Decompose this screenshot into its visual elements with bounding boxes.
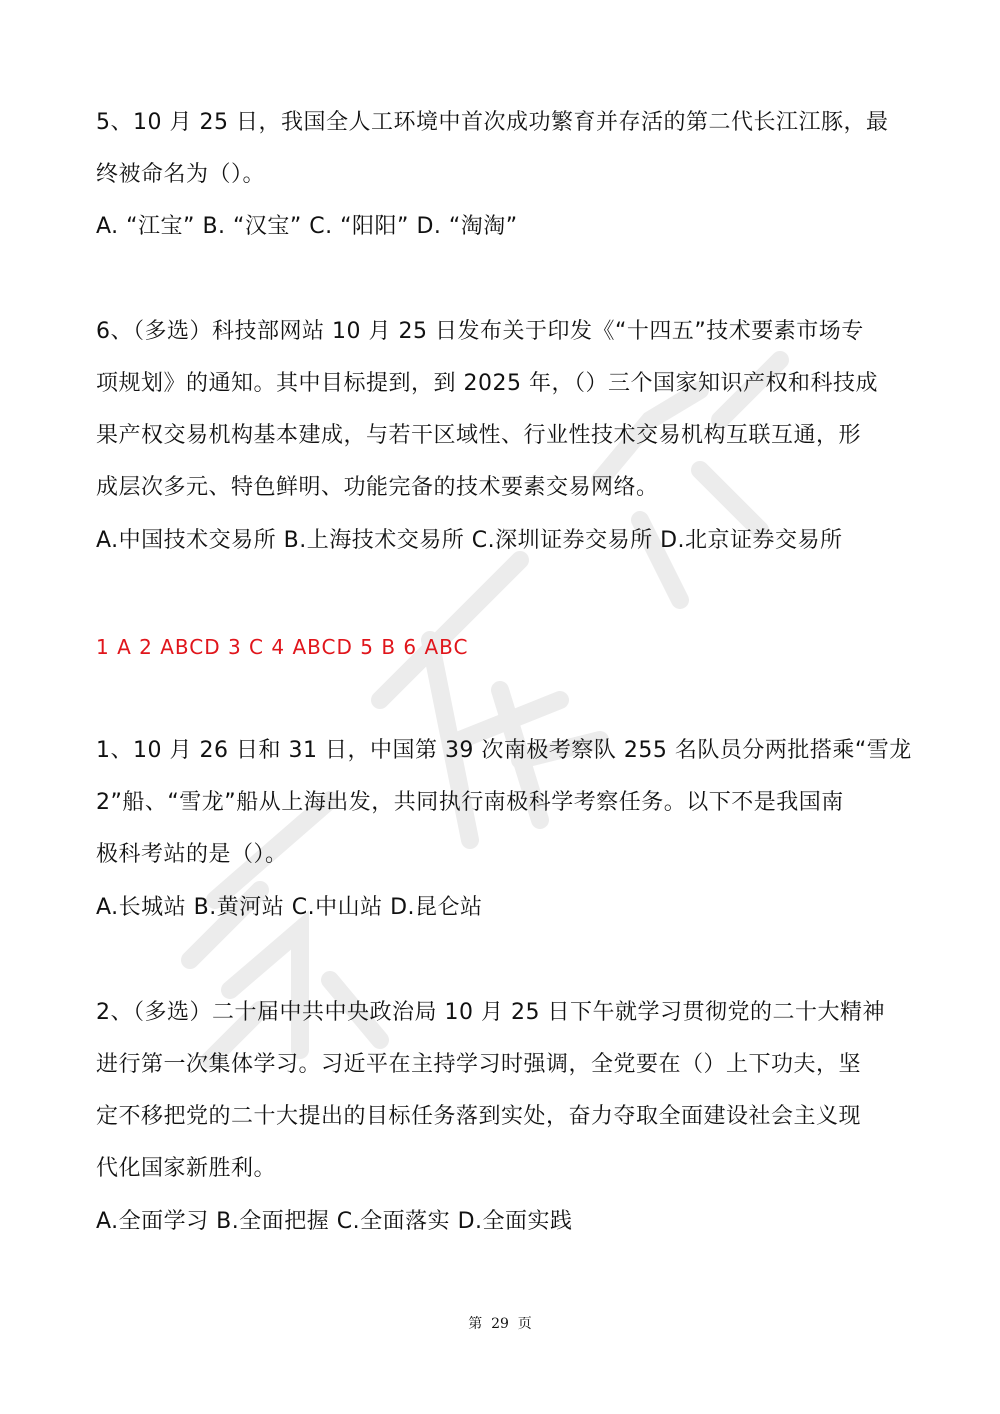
question-text-line: 进行第一次集体学习。习近平在主持学习时强调，全党要在（）上下功夫，坚	[96, 1052, 862, 1077]
question-text-line: 代化国家新胜利。	[96, 1156, 277, 1181]
question-text-line: 果产权交易机构基本建成，与若干区域性、行业性技术交易机构互联互通，形	[96, 423, 862, 448]
question-text-line: 6、（多选）科技部网站 10 月 25 日发布关于印发《“十四五”技术要素市场专	[96, 319, 864, 344]
question-text-line: 成层次多元、特色鲜明、功能完备的技术要素交易网络。	[96, 475, 659, 500]
answer-options: A.全面学习 B.全面把握 C.全面落实 D.全面实践	[96, 1209, 573, 1234]
question-text-line: 极科考站的是（）。	[96, 842, 288, 867]
answer-options: A.中国技术交易所 B.上海技术交易所 C.深圳证券交易所 D.北京证券交易所	[96, 528, 843, 553]
question-text-line: 5、10 月 25 日，我国全人工环境中首次成功繁育并存活的第二代长江江豚，最	[96, 110, 889, 135]
question-text-line: 2”船、“雪龙”船从上海出发，共同执行南极科学考察任务。以下不是我国南	[96, 790, 844, 815]
question-text-line: 1、10 月 26 日和 31 日，中国第 39 次南极考察队 255 名队员分两批搭乘“雪龙	[96, 738, 912, 763]
question-text-line: 项规划》的通知。其中目标提到，到 2025 年，（）三个国家知识产权和科技成	[96, 371, 878, 396]
question-text-line: 2、（多选）二十届中共中央政治局 10 月 25 日下午就学习贯彻党的二十大精神	[96, 1000, 885, 1025]
question-text-line: 定不移把党的二十大提出的目标任务落到实处，奋力夺取全面建设社会主义现	[96, 1104, 862, 1129]
page-number: 第 29 页	[468, 1316, 532, 1332]
question-text-line: 终被命名为（）。	[96, 162, 266, 187]
answer-key: 1 A 2 ABCD 3 C 4 ABCD 5 B 6 ABC	[96, 635, 469, 659]
answer-options: A. “江宝” B. “汉宝” C. “阳阳” D. “淘淘”	[96, 214, 518, 239]
answer-options: A.长城站 B.黄河站 C.中山站 D.昆仑站	[96, 895, 483, 920]
